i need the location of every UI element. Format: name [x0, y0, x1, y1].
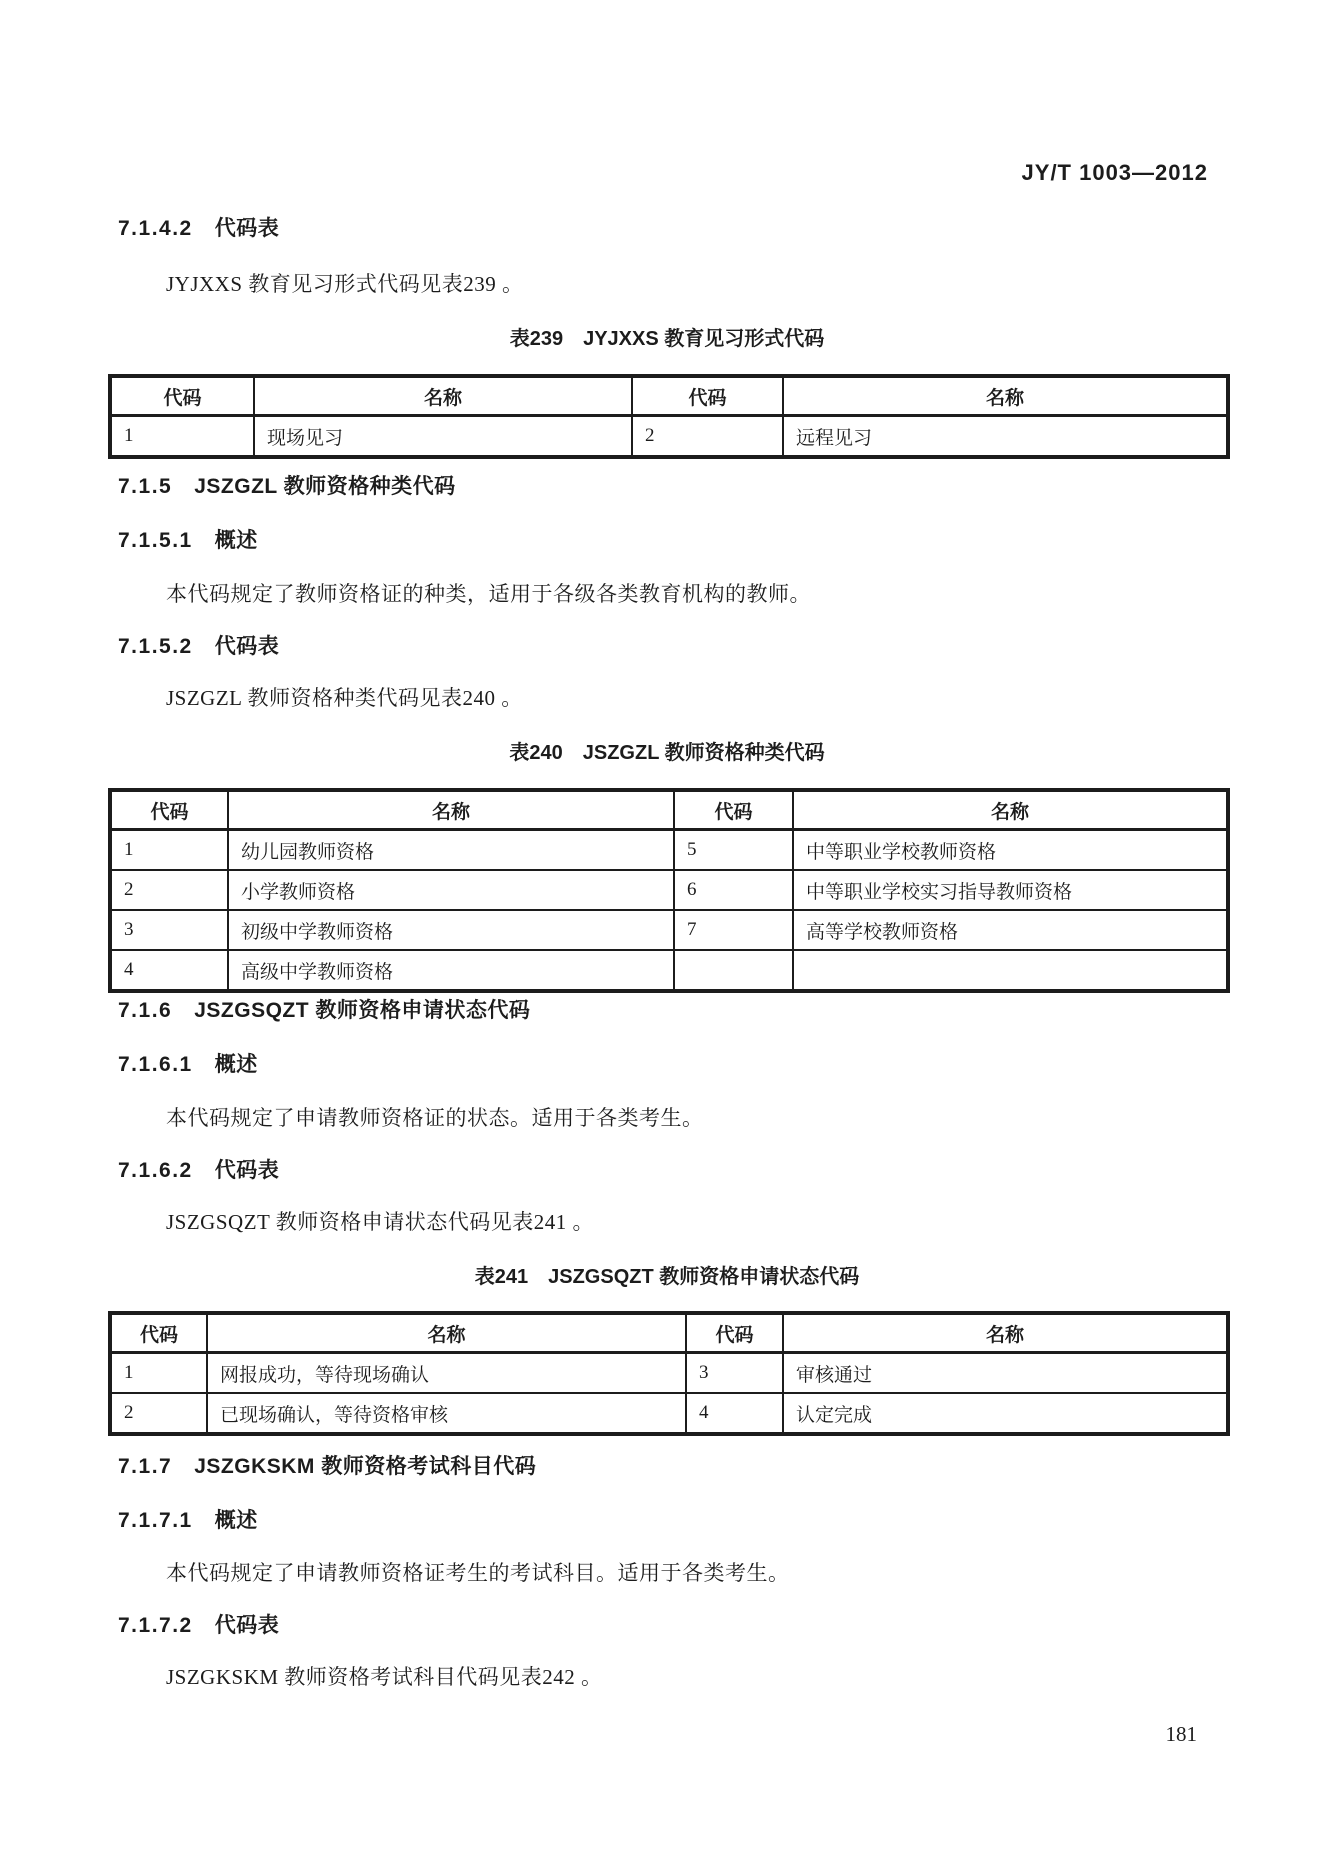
- table-row: [110, 1393, 1228, 1434]
- section-heading-7-1-6: [118, 994, 530, 1024]
- table-cell-name: 小学教师资格: [228, 870, 674, 910]
- table-cell-code: 1: [110, 1353, 207, 1394]
- table-row: [110, 950, 1228, 991]
- table-cell-code: 4: [686, 1393, 783, 1434]
- paragraph-table240-ref: JSZGZL 教师资格种类代码见表240 。: [166, 686, 523, 710]
- table-title: JSZGSQZT 教师资格申请状态代码: [548, 1266, 860, 1288]
- table-cell-name: 初级中学教师资格: [228, 910, 674, 950]
- table-header-row: [110, 790, 1228, 830]
- table-number: 表239: [509, 328, 564, 350]
- section-number: 7.1.7.1: [118, 1509, 193, 1532]
- section-number: 7.1.7: [118, 1455, 173, 1478]
- table-cell-name: 审核通过: [783, 1353, 1228, 1394]
- table-241: [108, 1311, 1230, 1436]
- column-header-name: 名称: [793, 790, 1228, 830]
- doc-standard-number: JY/T 1003—2012: [1021, 160, 1208, 185]
- table-cell-code: 6: [674, 870, 793, 910]
- table-header-row: [110, 1313, 1228, 1353]
- table-title: JYJXXS 教育见习形式代码: [583, 328, 825, 350]
- table-header-row: [110, 376, 1228, 416]
- table-cell-name: 已现场确认，等待资格审核: [207, 1393, 686, 1434]
- section-title: JSZGKSKM 教师资格考试科目代码: [194, 1455, 537, 1478]
- table-cell-code: 7: [674, 910, 793, 950]
- table-cell-code: [674, 950, 793, 991]
- table-cell-code: 3: [686, 1353, 783, 1394]
- section-heading-7-1-6-2: [118, 1154, 279, 1184]
- table-241-caption: [108, 1260, 1226, 1289]
- table-cell-code: 2: [632, 416, 783, 458]
- table-cell-name: 高等学校教师资格: [793, 910, 1228, 950]
- section-heading-7-1-5: [118, 470, 456, 500]
- column-header-name: 名称: [783, 376, 1228, 416]
- section-title: 代码表: [214, 635, 280, 658]
- column-header-code: 代码: [632, 376, 783, 416]
- table-cell-code: 1: [110, 830, 228, 871]
- section-number: 7.1.5: [118, 475, 173, 498]
- table-row: [110, 830, 1228, 871]
- section-heading-7-1-5-1: [118, 524, 258, 554]
- paragraph-717-overview: 本代码规定了申请教师资格证考生的考试科目。适用于各类考生。: [166, 1561, 790, 1585]
- section-title: 概述: [214, 1053, 258, 1076]
- section-title: JSZGZL 教师资格种类代码: [194, 475, 456, 498]
- table-cell-name: 中等职业学校实习指导教师资格: [793, 870, 1228, 910]
- table-number: 表241: [474, 1266, 529, 1288]
- table-cell-name: 远程见习: [783, 416, 1228, 458]
- table-cell-code: 5: [674, 830, 793, 871]
- section-title: JSZGSQZT 教师资格申请状态代码: [194, 999, 531, 1022]
- table-cell-code: 2: [110, 870, 228, 910]
- column-header-code: 代码: [110, 790, 228, 830]
- column-header-code: 代码: [674, 790, 793, 830]
- table-cell-code: 2: [110, 1393, 207, 1434]
- section-title: 概述: [214, 1509, 258, 1532]
- section-number: 7.1.7.2: [118, 1614, 193, 1637]
- section-heading-7-1-7: [118, 1450, 536, 1480]
- paragraph-table239-ref: JYJXXS 教育见习形式代码见表239 。: [166, 272, 524, 296]
- paragraph-716-overview: 本代码规定了申请教师资格证的状态。适用于各类考生。: [166, 1106, 704, 1130]
- column-header-code: 代码: [110, 1313, 207, 1353]
- section-heading-7-1-7-1: [118, 1504, 258, 1534]
- paragraph-715-overview: 本代码规定了教师资格证的种类，适用于各级各类教育机构的教师。: [166, 582, 811, 606]
- table-240-caption: [108, 736, 1226, 765]
- table-cell-code: 4: [110, 950, 228, 991]
- paragraph-table241-ref: JSZGSQZT 教师资格申请状态代码见表241 。: [166, 1210, 594, 1234]
- section-number: 7.1.4.2: [118, 217, 193, 240]
- section-title: 代码表: [214, 1614, 280, 1637]
- table-title: JSZGZL 教师资格种类代码: [582, 742, 825, 764]
- table-240: [108, 788, 1230, 993]
- table-cell-name: 幼儿园教师资格: [228, 830, 674, 871]
- table-cell-name: [793, 950, 1228, 991]
- table-cell-code: 3: [110, 910, 228, 950]
- table-cell-name: 网报成功，等待现场确认: [207, 1353, 686, 1394]
- column-header-name: 名称: [783, 1313, 1228, 1353]
- section-heading-7-1-5-2: [118, 630, 279, 660]
- section-number: 7.1.6.1: [118, 1053, 193, 1076]
- table-cell-name: 中等职业学校教师资格: [793, 830, 1228, 871]
- section-heading-7-1-4-2: [118, 212, 279, 242]
- section-number: 7.1.6: [118, 999, 173, 1022]
- table-cell-name: 认定完成: [783, 1393, 1228, 1434]
- section-number: 7.1.6.2: [118, 1159, 193, 1182]
- column-header-code: 代码: [110, 376, 254, 416]
- section-number: 7.1.5.2: [118, 635, 193, 658]
- section-title: 代码表: [214, 1159, 280, 1182]
- column-header-name: 名称: [228, 790, 674, 830]
- section-title: 代码表: [214, 217, 280, 240]
- table-number: 表240: [509, 742, 563, 764]
- column-header-name: 名称: [207, 1313, 686, 1353]
- section-number: 7.1.5.1: [118, 529, 193, 552]
- column-header-code: 代码: [686, 1313, 783, 1353]
- table-row: [110, 910, 1228, 950]
- section-title: 概述: [214, 529, 258, 552]
- section-heading-7-1-7-2: [118, 1609, 279, 1639]
- table-239-caption: [108, 322, 1226, 351]
- section-heading-7-1-6-1: [118, 1048, 258, 1078]
- page-number: 181: [1165, 1722, 1197, 1746]
- column-header-name: 名称: [254, 376, 632, 416]
- table-cell-name: 高级中学教师资格: [228, 950, 674, 991]
- table-row: [110, 1353, 1228, 1394]
- table-cell-name: 现场见习: [254, 416, 632, 458]
- table-row: [110, 416, 1228, 458]
- table-cell-code: 1: [110, 416, 254, 458]
- table-239: [108, 374, 1230, 459]
- table-row: [110, 870, 1228, 910]
- paragraph-table242-ref: JSZGKSKM 教师资格考试科目代码见表242 。: [166, 1665, 603, 1689]
